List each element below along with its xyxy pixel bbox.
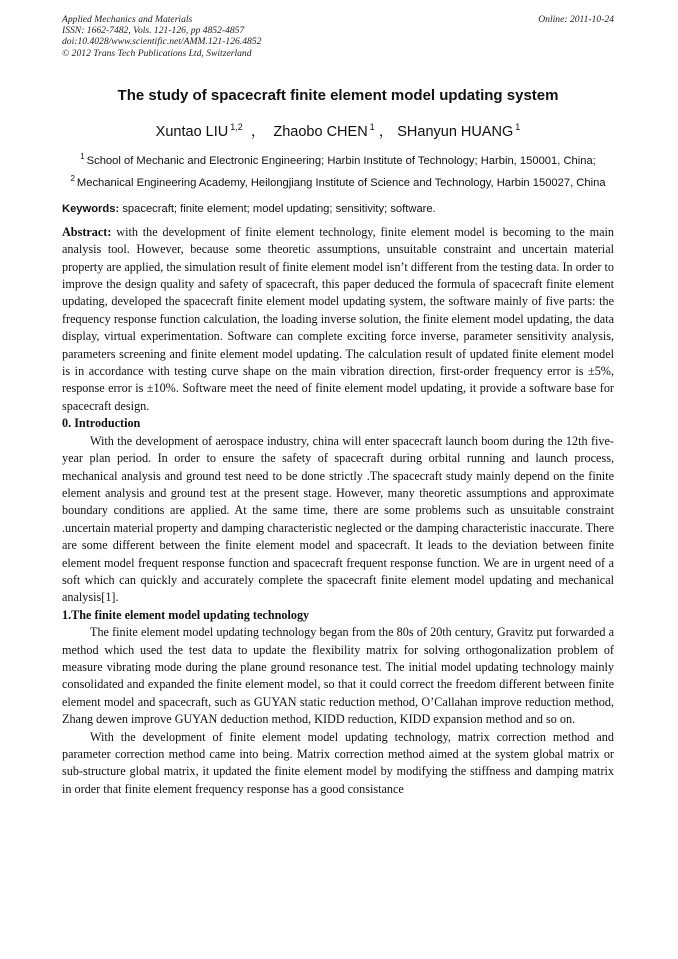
affiliation	[62, 148, 614, 170]
abstract	[62, 224, 614, 415]
journal-name: Applied Mechanics and Materials	[62, 14, 193, 25]
author-separator: ，	[250, 123, 266, 140]
paper-page	[62, 14, 614, 798]
author-name: Xuntao LIU	[155, 123, 229, 140]
doi-line: doi:10.4028/www.scientific.net/AMM.121-126.4852	[62, 36, 262, 48]
journal-header	[62, 14, 614, 59]
keywords-label: Keywords:	[62, 202, 120, 215]
author-list	[62, 118, 614, 141]
paper-title: The study of spacecraft finite element model updating system	[117, 86, 559, 104]
paragraph: With the development of aerospace industry, china will enter spacecraft launch boom during the 12th five-year plan period. In order to ensure the safety of spacecraft during orbital running and launch process, mechanical analysis and ground test need to be done strictly .The spacecraft study mainly depend on the finite element analysis and ground test at the present stage. However, many theoretic assumptions and approximate boundary conditions are applied. At the same time, there are some problems such as unsuitable constraint .uncertain material property and damping characteristic neglected or the damping characteristic inaccurate. There are some different between the finite element model and spacecraft. It leads to the deviation between finite element model frequent response function and spacecraft frequent response function. We are in urgent need of a soft which can quickly and accurately complete the spacecraft finite element model updating and mechanical analysis[1].	[62, 433, 615, 605]
author-separator: ，	[378, 123, 394, 140]
affiliation-mark: 2	[70, 173, 75, 183]
section-updating-technology	[62, 607, 614, 798]
author-affiliation-mark: 1	[515, 121, 521, 132]
affiliation-text: Mechanical Engineering Academy, Heilongjiang Institute of Science and Technology, Harbin 150027, China	[76, 176, 606, 189]
paragraph: With the development of finite element model updating technology, matrix correction method and parameter correction method came into being. Matrix correction method aimed at the system global matrix or sub-structure global matrix, it updated the finite element model by modifying the stiffness and damping matrix in order that finite element frequency response has a good consistance	[62, 729, 614, 796]
online-date: Online: 2011-10-24	[538, 14, 614, 25]
affiliation-text: School of Mechanic and Electronic Engineering; Harbin Institute of Technology; Harbin, 150001, China;	[86, 154, 596, 167]
affiliation-mark: 1	[80, 151, 85, 161]
abstract-label: Abstract:	[62, 224, 112, 239]
issn-line: ISSN: 1662-7482, Vols. 121-126, pp 4852-4857	[62, 25, 245, 37]
affiliation	[62, 170, 614, 192]
author-affiliation-mark: 1,2	[230, 121, 243, 132]
keywords-text: spacecraft; finite element; model updating; sensitivity; software.	[122, 202, 436, 215]
paragraph: The finite element model updating technology began from the 80s of 20th century, Gravitz put forwarded a method which used the test data to update the flexibility matrix for solving orthogonalization problem of measure vibrating mode during the plane ground resonance test. The initial model updating technology mainly consolidated and expanded the finite element model, so that it could correct the freedom different between finite element model and spacecraft, such as GUYAN static reduction method, O’Callahan improve reduction method, Zhang dewen improve GUYAN deduction method, KIDD reduction, KIDD expansion method and so on.	[62, 625, 614, 727]
author-name: Zhaobo CHEN	[273, 123, 368, 140]
keywords	[62, 201, 614, 217]
author-name: SHanyun HUANG	[397, 123, 514, 140]
section-heading: 0. Introduction	[62, 416, 141, 431]
copyright-line: © 2012 Trans Tech Publications Ltd, Switzerland	[62, 47, 252, 59]
author-affiliation-mark: 1	[369, 121, 375, 132]
section-introduction	[62, 415, 614, 606]
section-heading: 1.The finite element model updating technology	[62, 607, 310, 622]
abstract-text: with the development of finite element technology, finite element model is becoming to the main analysis tool. However, because some theoretic assumptions, unsuitable constraint and uncertain material property are applied, the simulation result of finite element model isn’t different from the testing data. In order to improve the design quality and safety of spacecraft, this paper deduced the formula of spacecraft finite element updating, developed the spacecraft finite element model updating system, the software mainly of five parts: the frequency response function calculation, the loading inverse solution, the finite element model updating, the data display, virtual experimentation. Software can complete exciting force inverse, parameter sensitivity analysis, parameters screening and finite element model updating. The calculation result of updated finite element model is in accordance with testing curve shape on the main vibration direction, first-order frequency error is ±5%, response error is ±10%. Software meet the need of finite element model updating, it provide a software base for spacecraft design.	[62, 224, 615, 413]
